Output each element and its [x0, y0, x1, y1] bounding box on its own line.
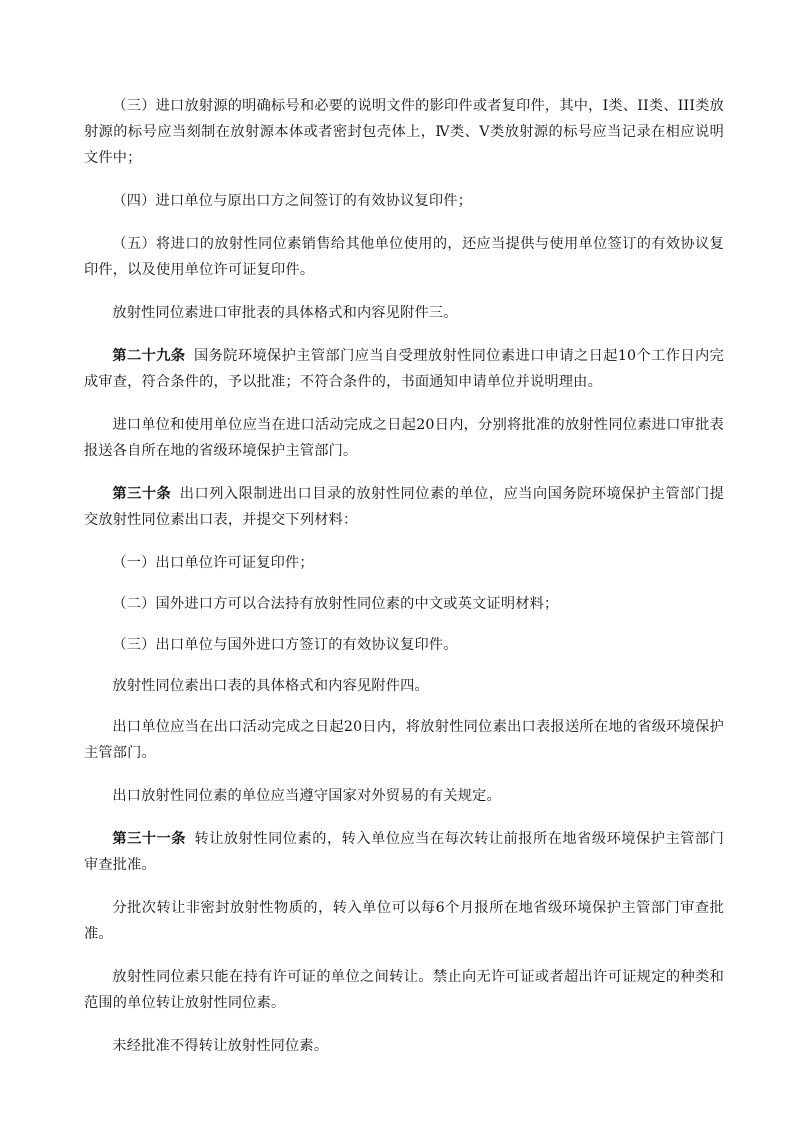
paragraph: [84, 714, 724, 766]
paragraph: [84, 591, 724, 617]
paragraph: [84, 300, 724, 326]
paragraph-text: （三）出口单位与国外进口方签订的有效协议复印件。: [112, 637, 458, 653]
paragraph: [84, 632, 724, 658]
paragraph-text: （五）将进口的放射性同位素销售给其他单位使用的，还应当提供与使用单位签订的有效协议复印件，以及使用单位许可证复印件。: [84, 236, 724, 278]
paragraph: [84, 231, 724, 283]
paragraph: [84, 1033, 724, 1059]
article-paragraph: [84, 826, 724, 878]
article-paragraph: [84, 481, 724, 533]
paragraph: [84, 93, 724, 171]
paragraph-text: （四）进口单位与原出口方之间签订的有效协议复印件；: [112, 193, 473, 209]
paragraph-text: 国务院环境保护主管部门应当自受理放射性同位素进口申请之日起10个工作日内完成审查，符合条件的，予以批准；不符合条件的，书面通知申请单位并说明理由。: [84, 348, 724, 390]
paragraph: [84, 895, 724, 947]
paragraph: [84, 412, 724, 464]
paragraph: [84, 188, 724, 214]
document-body: [84, 93, 724, 1076]
paragraph-text: 出口放射性同位素的单位应当遵守国家对外贸易的有关规定。: [112, 788, 501, 804]
paragraph-text: 未经批准不得转让放射性同位素。: [112, 1038, 329, 1054]
paragraph-text: 放射性同位素只能在持有许可证的单位之间转让。禁止向无许可证或者超出许可证规定的种类和范围的单位转让放射性同位素。: [84, 969, 724, 1011]
paragraph-text: 出口列入限制进出口目录的放射性同位素的单位，应当向国务院环境保护主管部门提交放射性同位素出口表，并提交下列材料：: [84, 486, 724, 528]
paragraph-text: 放射性同位素出口表的具体格式和内容见附件四。: [112, 678, 429, 694]
article-number: 第三十一条: [112, 831, 186, 847]
paragraph-text: （二）国外进口方可以合法持有放射性同位素的中文或英文证明材料；: [112, 596, 559, 612]
paragraph: [84, 673, 724, 699]
paragraph-text: （一）出口单位许可证复印件；: [112, 555, 314, 571]
paragraph-text: 放射性同位素进口审批表的具体格式和内容见附件三。: [112, 305, 458, 321]
paragraph: [84, 783, 724, 809]
paragraph-text: （三）进口放射源的明确标号和必要的说明文件的影印件或者复印件，其中，I类、II类、III类放射源的标号应当刻制在放射源本体或者密封包壳体上，Ⅳ类、Ⅴ类放射源的标号应当记录在相应说明文件中；: [84, 98, 724, 166]
paragraph: [84, 964, 724, 1016]
paragraph-text: 分批次转让非密封放射性物质的，转入单位可以每6个月报所在地省级环境保护主管部门审查批准。: [84, 900, 724, 942]
paragraph: [84, 550, 724, 576]
paragraph-text: 进口单位和使用单位应当在进口活动完成之日起20日内，分别将批准的放射性同位素进口审批表报送各自所在地的省级环境保护主管部门。: [84, 417, 724, 459]
paragraph-text: 转让放射性同位素的，转入单位应当在每次转让前报所在地省级环境保护主管部门审查批准。: [84, 831, 724, 873]
article-paragraph: [84, 343, 724, 395]
article-number: 第二十九条: [112, 348, 186, 364]
paragraph-text: 出口单位应当在出口活动完成之日起20日内，将放射性同位素出口表报送所在地的省级环境保护主管部门。: [84, 719, 724, 761]
article-number: 第三十条: [112, 486, 172, 502]
